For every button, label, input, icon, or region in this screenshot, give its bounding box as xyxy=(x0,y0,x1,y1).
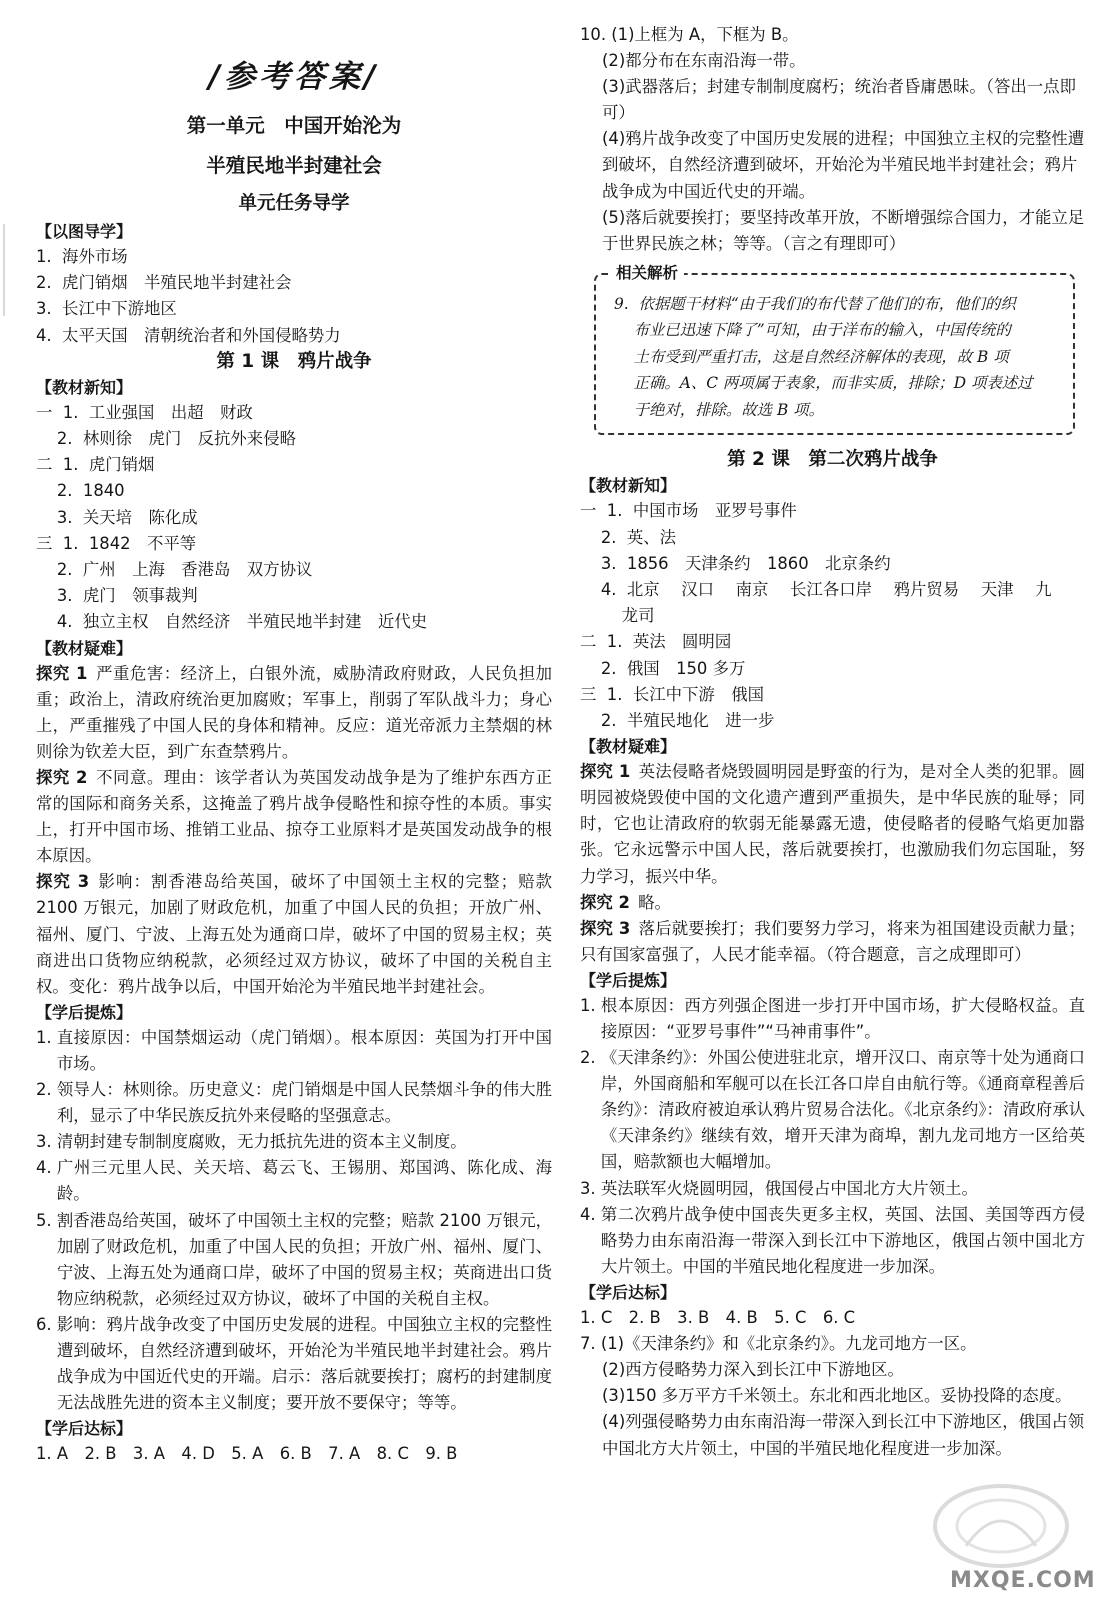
item-text: 清朝封建专制制度腐败，无力抵抗先进的资本主义制度。 xyxy=(56,1132,467,1152)
explore-label: 探究 2 xyxy=(580,892,630,912)
explore-text: 英法侵略者烧毁圆明园是野蛮的行为，是对全人类的犯罪。圆明园被烧毁使中国的文化遗产遭到严重损失，是中华民族的耻辱；同时，它也让清政府的软弱无能暴露无遗，使侵略者的侵略气焰更加嚣张。它永远警示中国人民，落后就要挨打，也激励我们勿忘国耻，努力学习，振兴中华。 xyxy=(580,762,1085,886)
new-knowledge-line: 一 1. 中国市场 亚罗号事件 xyxy=(580,501,797,521)
item-number: 4. xyxy=(36,1158,57,1178)
new-knowledge-line: 3. 1856 天津条约 1860 北京条约 xyxy=(580,553,891,573)
lesson1-title: 第 1 课 鸦片战争 xyxy=(216,350,372,372)
item-text: 广州三元里人民、关天培、葛云飞、王锡朋、郑国鸿、陈化成、海龄。 xyxy=(56,1158,552,1204)
explore-paragraph xyxy=(580,890,1085,916)
new-knowledge-line: 三 1. 1842 不平等 xyxy=(36,533,197,553)
new-knowledge-line: 龙司 xyxy=(580,606,655,626)
q7-part: (3)150 多万平方千米领土。东北和西北地区。妥协投降的态度。 xyxy=(602,1386,1072,1406)
q7-part: (2)西方侵略势力深入到长江中下游地区。 xyxy=(602,1360,904,1380)
explore-label: 探究 3 xyxy=(36,872,90,892)
new-knowledge-line: 二 1. 英法 圆明园 xyxy=(580,632,732,652)
item-number: 6. xyxy=(36,1314,57,1334)
q10-part xyxy=(580,22,1085,48)
explore-text: 影响：割香港岛给英国，破坏了中国领土主权的完整；赔款 2100 万银元，加剧了财政危机，加重了中国人民的负担；开放广州、福州、厦门、宁波、上海五处为通商口岸，破坏了中国的贸易主权；英商进出口货物应纳税款，必须经过双方协议，破坏了中国的关税自主权。变化：鸦片战争以后，中国开始沦为半殖民地半封建社会。 xyxy=(36,872,552,996)
refine-item xyxy=(580,993,1085,1045)
q10-part: (3)武器落后；封建专制制度腐朽；统治者昏庸愚昧。（答出一点即可） xyxy=(602,77,1076,123)
lesson1-section-difficult: 【教材疑难】 xyxy=(36,638,133,658)
analysis-line: 布业已迅速下降了”可知，由于洋布的输入，中国传统的 xyxy=(614,321,1011,340)
analysis-line: 正确。A、C 两项属于表象，而非实质，排除；D 项表述过 xyxy=(614,374,1033,393)
lesson1-section-test: 【学后达标】 xyxy=(36,1419,133,1439)
refine-item xyxy=(36,1208,552,1312)
new-knowledge-line: 2. 林则徐 虎门 反抗外来侵略 xyxy=(36,429,296,449)
item-text: 根本原因：西方列强企图进一步打开中国市场，扩大侵略权益。直接原因：“亚罗号事件”“马神甫事件”。 xyxy=(600,995,1085,1042)
analysis-line: 于绝对，排除。故选 B 项。 xyxy=(614,400,824,419)
right-column xyxy=(580,22,1085,1462)
map-item: 4. 太平天国 清朝统治者和外国侵略势力 xyxy=(36,325,341,345)
explore-paragraph xyxy=(580,916,1085,968)
explore-paragraph xyxy=(36,661,552,765)
map-item: 3. 长江中下游地区 xyxy=(36,299,177,319)
new-knowledge-line: 2. 广州 上海 香港岛 双方协议 xyxy=(36,560,313,580)
new-knowledge-line: 2. 英、法 xyxy=(580,527,677,547)
item-text: 直接原因：中国禁烟运动（虎门销烟）。根本原因：英国为打开中国市场。 xyxy=(56,1027,552,1073)
explore-text: 不同意。理由：该学者认为英国发动战争是为了维护东西方正常的国际和商务关系，这掩盖了鸦片战争侵略性和掠夺性的本质。事实上，打开中国市场、推销工业品、掠夺工业原料才是英国发动战争的根本原因。 xyxy=(36,768,552,866)
lesson1-section-new: 【教材新知】 xyxy=(36,377,133,397)
explore-paragraph xyxy=(580,759,1085,889)
refine-item xyxy=(36,1025,552,1077)
lesson1-section-refine: 【学后提炼】 xyxy=(36,1002,133,1022)
lesson2-section-difficult: 【教材疑难】 xyxy=(580,737,677,757)
item-number: 10. xyxy=(580,25,612,44)
refine-item xyxy=(580,1202,1085,1280)
item-number: 1. xyxy=(580,995,601,1015)
margin-mark xyxy=(3,224,5,316)
analysis-label: 相关解析 xyxy=(610,262,684,284)
answer-banner: /参考答案/ xyxy=(208,59,380,95)
item-number: 2. xyxy=(580,1048,601,1068)
item-number: 4. xyxy=(580,1204,601,1224)
refine-item xyxy=(36,1155,552,1207)
new-knowledge-line: 2. 半殖民地化 进一步 xyxy=(580,710,775,730)
item-number: 2. xyxy=(36,1080,57,1100)
explore-label: 探究 2 xyxy=(36,768,88,788)
item-text: (1)上框为 A，下框为 B。 xyxy=(611,25,799,44)
map-item: 2. 虎门销烟 半殖民地半封建社会 xyxy=(36,273,292,293)
section-map-guide: 【以图导学】 xyxy=(36,222,133,241)
item-text: 《天津条约》：外国公使进驻北京，增开汉口、南京等十处为通商口岸，外国商船和军舰可以在长江各口岸自由航行等。《通商章程善后条约》：清政府被迫承认鸦片贸易合法化。《北京条约》：清政府承认《天津条约》继续有效，增开天津为商埠，割九龙司地方一区给英国，赔款额也大幅增加。 xyxy=(600,1048,1085,1172)
refine-item xyxy=(36,1312,552,1416)
q10-part: (2)都分布在东南沿海一带。 xyxy=(602,51,806,71)
task-guide-heading: 单元任务导学 xyxy=(238,193,350,214)
unit-title-line1: 第一单元 中国开始沦为 xyxy=(186,114,402,137)
item-text: 影响：鸦片战争改变了中国历史发展的进程。中国独立主权的完整性遭到破坏，自然经济遭到破坏，开始沦为半殖民地半封建社会。鸦片战争成为中国近代史的开端。启示：落后就要挨打；腐朽的封建制度无法战胜先进的资本主义制度；要开放不要保守；等等。 xyxy=(56,1314,552,1413)
new-knowledge-line: 2. 俄国 150 多万 xyxy=(580,658,746,678)
q7-part: (4)列强侵略势力由东南沿海一带深入到长江中下游地区，俄国占领中国北方大片领土，中国的半殖民地化程度进一步加深。 xyxy=(602,1412,1085,1458)
refine-item xyxy=(36,1077,552,1129)
explore-text: 落后就要挨打；我们要努力学习，将来为祖国建设贡献力量；只有国家富强了，人民才能幸福。（符合题意，言之成理即可） xyxy=(580,918,1085,964)
new-knowledge-line: 4. 北京 汉口 南京 长江各口岸 鸦片贸易 天津 九 xyxy=(580,579,1052,599)
new-knowledge-line: 一 1. 工业强国 出超 财政 xyxy=(36,402,253,422)
item-number: 3. xyxy=(36,1132,57,1152)
lesson2-title: 第 2 课 第二次鸦片战争 xyxy=(727,449,938,471)
explore-paragraph xyxy=(36,869,552,999)
map-item: 1. 海外市场 xyxy=(36,247,128,266)
item-number: 3. xyxy=(580,1178,601,1198)
analysis-line: 土布受到严重打击，这是自然经济解体的表现，故 B 项 xyxy=(614,347,1009,366)
unit-title-line2: 半殖民地半封建社会 xyxy=(206,154,382,177)
new-knowledge-line: 三 1. 长江中下游 俄国 xyxy=(580,684,764,704)
lesson2-section-test: 【学后达标】 xyxy=(580,1282,677,1302)
refine-item xyxy=(36,1129,552,1155)
item-number: 1. xyxy=(36,1027,57,1047)
new-knowledge-line: 4. 独立主权 自然经济 半殖民地半封建 近代史 xyxy=(36,612,428,632)
q10-part: (5)落后就要挨打；要坚持改革开放，不断增强综合国力，才能立足于世界民族之林；等等。（言之有理即可） xyxy=(602,207,1085,253)
analysis-line: 9. 依据题干材料“由于我们的布代替了他们的布，他们的织 xyxy=(614,294,1016,313)
lesson2-section-new: 【教材新知】 xyxy=(580,476,677,496)
refine-item xyxy=(580,1045,1085,1175)
new-knowledge-line: 2. 1840 xyxy=(36,481,125,501)
item-text: 割香港岛给英国，破坏了中国领土主权的完整；赔款 2100 万银元，加剧了财政危机，加重了中国人民的负担；开放广州、福州、厦门、宁波、上海五处为通商口岸，破坏了中国的贸易主权；英商进出口货物应纳税款，必须经过双方协议，破坏了中国的关税自主权。 xyxy=(56,1210,552,1308)
explore-label: 探究 3 xyxy=(580,918,631,938)
new-knowledge-line: 二 1. 虎门销烟 xyxy=(36,455,155,475)
explore-label: 探究 1 xyxy=(36,663,88,683)
explore-paragraph xyxy=(36,765,552,869)
new-knowledge-line: 3. 虎门 领事裁判 xyxy=(36,586,198,606)
item-number: 5. xyxy=(36,1210,57,1230)
analysis-box xyxy=(594,263,1075,436)
q10-part: (4)鸦片战争改变了中国历史发展的进程；中国独立主权的完整性遭到破坏，自然经济遭到破坏，开始沦为半殖民地半封建社会；鸦片战争成为中国近代史的开端。 xyxy=(602,129,1085,201)
item-text: 英法联军火烧圆明园，俄国侵占中国北方大片领土。 xyxy=(600,1178,978,1198)
item-text: 第二次鸦片战争使中国丧失更多主权，英国、法国、美国等西方侵略势力由东南沿海一带深入到长江中下游地区，俄国占领中国北方大片领土。中国的半殖民地化程度进一步加深。 xyxy=(600,1204,1085,1276)
explore-label: 探究 1 xyxy=(580,762,631,782)
explore-text: 略。 xyxy=(638,892,671,912)
item-text: (1)《天津条约》和《北京条约》。九龙司地方一区。 xyxy=(600,1334,977,1354)
explore-text: 严重危害：经济上，白银外流，威胁清政府财政，人民负担加重；政治上，清政府统治更加腐败；军事上，削弱了军队战斗力；身心上，严重摧残了中国人民的身体和精神。反应：道光帝派力主禁烟的林则徐为钦差大臣，到广东查禁鸦片。 xyxy=(36,663,552,761)
new-knowledge-line: 3. 关天培 陈化成 xyxy=(36,507,198,527)
refine-item xyxy=(580,1176,1085,1202)
test-answers: 1. C 2. B 3. B 4. B 5. C 6. C xyxy=(580,1307,856,1327)
left-column xyxy=(36,0,552,1467)
q7-part xyxy=(580,1331,1085,1357)
watermark-text: MXQE.COM xyxy=(950,1568,1096,1593)
item-number: 7. xyxy=(580,1334,601,1354)
test-answers: 1. A 2. B 3. A 4. D 5. A 6. B 7. A 8. C 9. B xyxy=(36,1444,458,1464)
item-text: 领导人：林则徐。历史意义：虎门销烟是中国人民禁烟斗争的伟大胜利，显示了中华民族反抗外来侵略的坚强意志。 xyxy=(56,1080,552,1126)
lesson2-section-refine: 【学后提炼】 xyxy=(580,970,677,990)
